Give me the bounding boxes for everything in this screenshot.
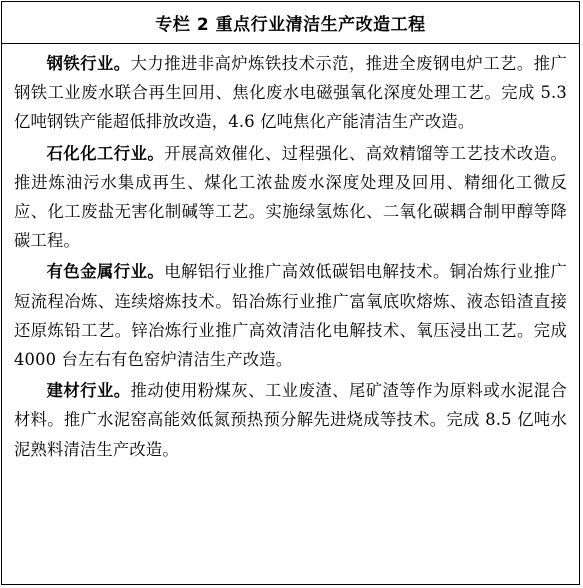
section-nonferrous [14,257,567,374]
section-text: 开展高效催化、过程强化、高效精馏等工艺技术改造。推进炼油污水集成再生、煤化工浓盐废水深度处理及回用、精细化工微反应、化工废盐无害化制碱等工艺。实施绿氢炼化、二氧化碳耦合制甲醇等降碳工程。 [14,143,567,251]
section-text: 推动使用粉煤灰、工业废渣、尾矿渣等作为原料或水泥混合材料。推广水泥窑高能效低氮预热预分解先进烧成等技术。完成 8.5 亿吨水泥熟料清洁生产改造。 [14,381,568,459]
section-text: 电解铝行业推广高效低碳铝电解技术。铜冶炼行业推广短流程冶炼、连续熔炼技术。铅冶炼行业推广富氧底吹熔炼、液态铅渣直接还原炼铅工艺。锌冶炼行业推广高效清洁化电解技术、氧压浸出工艺。完成 4000 台左右有色窑炉清洁生产改造。 [14,262,567,370]
section-text: 大力推进非高炉炼铁技术示范，推进全废钢电炉工艺。推广钢铁工业废水联合再生回用、焦化废水电磁强氧化深度处理工艺。完成 5.3 亿吨钢铁产能超低排放改造，4.6 亿吨焦化产能清洁生产改造。 [14,54,568,132]
section-building-materials [14,376,567,464]
section-heading: 建材行业。 [46,381,131,401]
section-steel [14,49,567,137]
column-title: 专栏 2 重点行业清洁生产改造工程 [2,2,579,44]
section-heading: 钢铁行业。 [46,54,131,73]
section-heading: 石化化工行业。 [46,143,165,163]
section-heading: 有色金属行业。 [46,262,165,282]
column-box [1,1,580,585]
column-body [2,44,579,464]
section-petrochemical [14,139,567,256]
